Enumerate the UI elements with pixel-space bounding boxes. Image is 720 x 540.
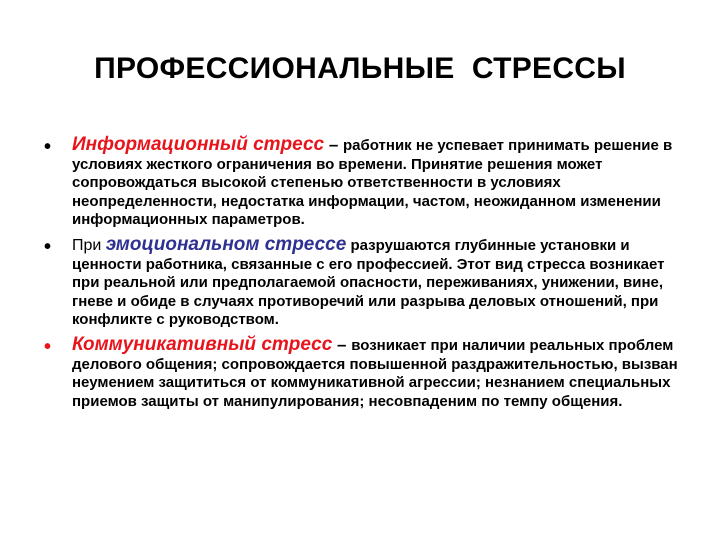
dash-separator: –	[332, 334, 352, 354]
slide-title: ПРОФЕССИОНАЛЬНЫЕ СТРЕССЫ	[94, 52, 626, 85]
term-communicative-stress: Коммуникативный стресс	[72, 333, 333, 355]
dash-separator: –	[324, 135, 343, 154]
bullet-lead: При	[72, 236, 106, 254]
bullet-marker: •	[44, 235, 52, 258]
bullet-marker: •	[44, 335, 52, 358]
bullet-list	[44, 136, 684, 417]
bullet-text: разрушаются глубинные установки и ценности работника, связанные с его профессией. Этот вид стресса возникает при реальной или предполагаемой опасности, переживаниях, унижении, вине, гневе и обиде в случаях противоречий или разрыва деловых отношений, при конфликте с руководством.	[72, 236, 665, 329]
bullet-emotional-stress	[44, 233, 684, 330]
bullet-text: работник не успевает принимать решение в условиях жесткого ограничения во времени. Принятие решения может сопровождаться высокой степенью ответственности в условиях неопределенности, недостатка информации, частом, неожиданном изменении информационных параметров.	[72, 137, 673, 229]
term-emotional-stress: эмоциональном стрессе	[105, 233, 347, 255]
bullet-text: возникает при наличии реальных проблем делового общения; сопровождается повышенной раздражительностью, вызван неумением защититься от коммуникативной агрессии; незнанием специальных приемов защиты от манипулирования; несовпаденим по темпу общения.	[72, 336, 678, 410]
term-information-stress: Информационный стресс	[72, 134, 325, 155]
bullet-information-stress	[44, 136, 684, 230]
bullet-communicative-stress	[44, 333, 684, 411]
bullet-marker: •	[44, 136, 52, 158]
